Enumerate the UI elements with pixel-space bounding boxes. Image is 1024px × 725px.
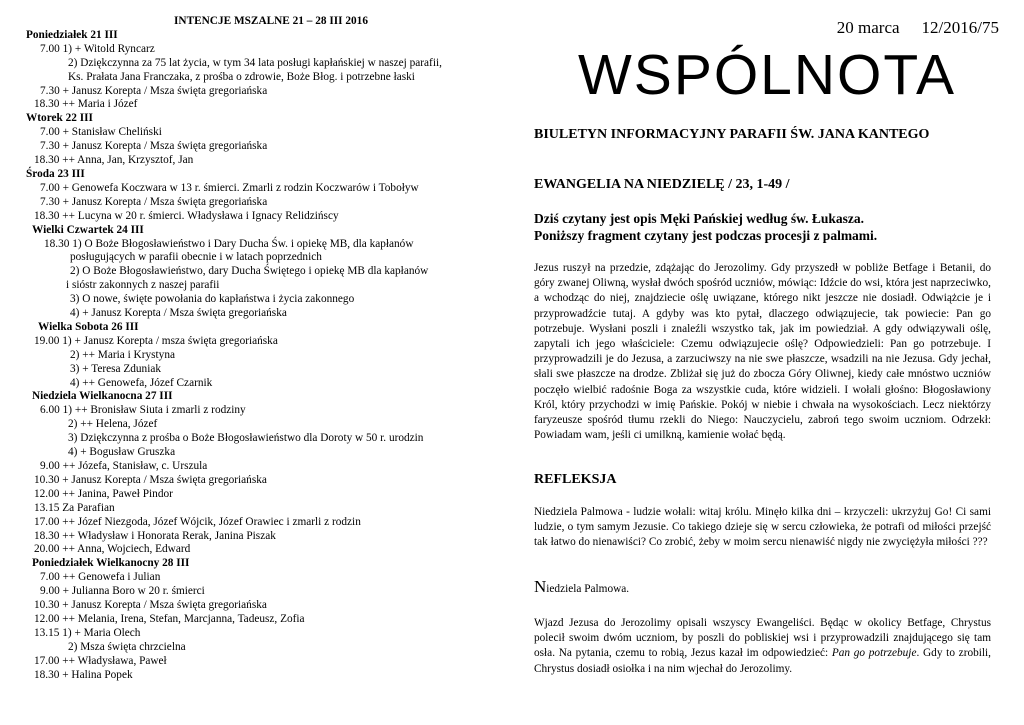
intention-line: 6.00 1) ++ Bronisław Siuta i zmarli z rodziny bbox=[40, 404, 246, 417]
day-heading: Środa 23 III bbox=[26, 167, 85, 180]
day-heading: Wielka Sobota 26 III bbox=[38, 320, 139, 333]
intention-line: 18.30 ++ Anna, Jan, Krzysztof, Jan bbox=[34, 154, 194, 167]
intentions-list bbox=[26, 29, 496, 683]
bulletin-heading: BIULETYN INFORMACYJNY PARAFII ŚW. JANA KANTEGO bbox=[534, 127, 930, 142]
intention-line: 18.30 ++ Maria i Józef bbox=[34, 98, 138, 111]
day-heading: Wielki Czwartek 24 III bbox=[32, 223, 144, 236]
intention-line: 18.30 + Halina Popek bbox=[34, 668, 133, 681]
entry-text-main: Wjazd Jezusa do Jerozolimy opisali wszyscy Ewangeliści. Będąc w okolicy Betfage, Chrystus polecił swoim dwóm uczniom, by poszli do pobliskiej wsi i przyprowadzili znajdującego się tam osła. Na pytania, czemu to robią, Jezus kazał im odpowiedzieć: bbox=[534, 617, 991, 660]
day-heading: Wtorek 22 III bbox=[26, 112, 93, 125]
intention-line: 12.00 ++ Melania, Irena, Stefan, Marcjanna, Tadeusz, Zofia bbox=[34, 612, 305, 625]
intention-line: 2) Dziękczynna za 75 lat życia, w tym 34 lata posługi kapłańskiej w naszej parafii, bbox=[68, 56, 442, 69]
intentions-title: INTENCJE MSZALNE 21 – 28 III 2016 bbox=[174, 15, 368, 27]
refleksja-heading: REFLEKSJA bbox=[534, 472, 617, 487]
intention-line: i sióstr zakonnych z naszej parafii bbox=[66, 279, 220, 292]
intention-line: 2) ++ Maria i Krystyna bbox=[70, 348, 175, 361]
gospel-heading: EWANGELIA NA NIEDZIELĘ / 23, 1-49 / bbox=[534, 177, 790, 192]
refleksja-text: Niedziela Palmowa - ludzie wołali: witaj królu. Minęło kilka dni – krzyczeli: ukrzyżuj Go! Ci sami ludzie, o tym samym Jezusie. Co takiego dzieje się w sercu człowieka, że potrafi od miłości przejść tak łatwo do nienawiści? Co zrobić, żeby w moim sercu nienawiść nigdy nie zwyciężyła miłości ??? bbox=[534, 506, 991, 549]
intention-line: 7.00 ++ Genowefa i Julian bbox=[40, 571, 161, 584]
palm-sunday-line bbox=[534, 579, 991, 597]
intention-line: 10.30 + Janusz Korepta / Msza święta gregoriańska bbox=[34, 599, 267, 612]
intention-line: 18.30 ++ Władysław i Honorata Rerak, Janina Piszak bbox=[34, 529, 276, 542]
entry-text bbox=[534, 616, 991, 677]
intention-line: 9.00 + Julianna Boro w 20 r. śmierci bbox=[40, 585, 205, 598]
gospel-text: Jezus ruszył na przedzie, zdążając do Jerozolimy. Gdy przyszedł w pobliże Betfage i Betanii, do góry zwanej Oliwną, wysłał dwóch spośród uczniów, mówiąc: Idźcie do wsi, która jest naprzeciwko, a wchodząc do niej, znajdziecie oślę uwiązane, którego nikt jeszcze nie dosiadł. Odwiążcie je i przyprowadźcie tutaj. A gdyby was kto pytał, dlaczego odwiązujecie, tak powiecie: Pan go potrzebuje. Wysłani poszli i znaleźli wszystko tak, jak im powiedział. A gdy odwiązywali oślę, zapytali ich jego właściciele: Czemu odwiązujecie oślę? Odpowiedzieli: Pan go potrzebuje. I przyprowadzili je do Jezusa, a zarzuciwszy na nie swe płaszcze, wsadzili na nie Jezusa. Gdy jechał, słali swe płaszcze na drodze. Zbliżał się już do zbocza Góry Oliwnej, kiedy całe mnóstwo uczniów poczęło wielbić radośnie Boga za wszystkie cuda, które widzieli. I wołali głośno: Błogosławiony Król, który przychodzi w imię Pańskie. Pokój w niebie i chwała na wysokościach. Lecz niektórzy faryzeusze spośród tłumu rzekli do Niego: Nauczycielu, zabroń tego swoim uczniom. Odrzekł: Powiadam wam, jeśli ci umilkną, kamienie wołać będą. bbox=[534, 262, 991, 442]
day-heading: Niedziela Wielkanocna 27 III bbox=[32, 390, 173, 403]
issue-info bbox=[837, 18, 999, 38]
intention-line: 10.30 + Janusz Korepta / Msza święta gregoriańska bbox=[34, 473, 267, 486]
intention-line: 17.00 ++ Władysława, Paweł bbox=[34, 654, 167, 667]
intention-line: posługujących w parafii obecnie i w latach poprzednich bbox=[70, 251, 322, 264]
intention-line: 2) ++ Helena, Józef bbox=[68, 418, 158, 431]
intention-line: 7.30 + Janusz Korepta / Msza święta gregoriańska bbox=[40, 140, 268, 153]
intention-line: 7.00 + Genowefa Koczwara w 13 r. śmierci. Zmarli z rodzin Koczwarów i Toboływ bbox=[40, 181, 419, 194]
issue-date: 20 marca bbox=[836, 18, 900, 37]
palm-dropcap: N bbox=[534, 577, 547, 596]
gospel-subtitle bbox=[534, 210, 877, 244]
gospel-subtitle-line-1: Dziś czytany jest opis Męki Pańskiej według św. Łukasza. bbox=[534, 211, 865, 226]
intention-line: 2) O Boże Błogosławieństwo, dary Ducha Świętego i opiekę MB dla kapłanów bbox=[70, 265, 429, 278]
mass-intentions-column bbox=[26, 15, 496, 683]
intention-line: 19.00 1) + Janusz Korepta / msza święta gregoriańska bbox=[34, 334, 278, 347]
day-heading: Poniedziałek Wielkanocny 28 III bbox=[32, 557, 190, 570]
intention-line: 4) + Bogusław Gruszka bbox=[68, 446, 176, 459]
masthead-title: WSPÓLNOTA bbox=[578, 43, 956, 107]
intention-line: Ks. Prałata Jana Franczaka, z prośba o zdrowie, Boże Błog. i potrzebne łaski bbox=[68, 70, 415, 83]
intention-line: 9.00 ++ Józefa, Stanisław, c. Urszula bbox=[40, 460, 208, 472]
entry-text-end: . Gdy to zrobili, Chrystus dosiadł osiołka i na nim wjechał do Jerozolimy. bbox=[534, 647, 991, 675]
day-heading: Poniedziałek 21 III bbox=[26, 28, 118, 41]
intention-line: 13.15 Za Parafian bbox=[34, 501, 115, 514]
intention-line: 3) + Teresa Zduniak bbox=[70, 362, 162, 375]
intention-line: 17.00 ++ Józef Niezgoda, Józef Wójcik, Józef Orawiec i zmarli z rodzin bbox=[34, 515, 361, 528]
intention-line: 7.30 + Janusz Korepta / Msza święta gregoriańska bbox=[40, 195, 268, 208]
intention-line: 13.15 1) + Maria Olech bbox=[34, 626, 141, 639]
intention-line: 7.30 + Janusz Korepta / Msza święta gregoriańska bbox=[40, 84, 268, 97]
palm-sunday-text: iedziela Palmowa. bbox=[546, 583, 630, 595]
intention-line: 20.00 ++ Anna, Wojciech, Edward bbox=[34, 543, 191, 556]
intention-line: 7.00 1) + Witold Ryncarz bbox=[40, 42, 155, 55]
intention-line: 18.30 ++ Lucyna w 20 r. śmierci. Władysława i Ignacy Relidzińscy bbox=[34, 209, 339, 222]
intention-line: 7.00 + Stanisław Cheliński bbox=[40, 126, 162, 139]
intention-line: 18.30 1) O Boże Błogosławieństwo i Dary Ducha Św. i opiekę MB, dla kapłanów bbox=[44, 237, 414, 250]
intention-line: 12.00 ++ Janina, Paweł Pindor bbox=[34, 487, 173, 500]
entry-text-italic: Pan go potrzebuje bbox=[831, 647, 917, 660]
intention-line: 3) O nowe, święte powołania do kapłaństwa i życia zakonnego bbox=[70, 293, 355, 306]
intention-line: 2) Msza święta chrzcielna bbox=[68, 640, 186, 653]
gospel-subtitle-line-2: Poniższy fragment czytany jest podczas procesji z palmami. bbox=[534, 228, 878, 243]
intention-line: 4) + Janusz Korepta / Msza święta gregoriańska bbox=[70, 307, 287, 320]
issue-number: 12/2016/75 bbox=[921, 18, 999, 37]
intention-line: 3) Dziękczynna z prośba o Boże Błogosławieństwo dla Doroty w 50 r. urodzin bbox=[68, 432, 424, 445]
intention-line: 4) ++ Genowefa, Józef Czarnik bbox=[70, 376, 213, 389]
